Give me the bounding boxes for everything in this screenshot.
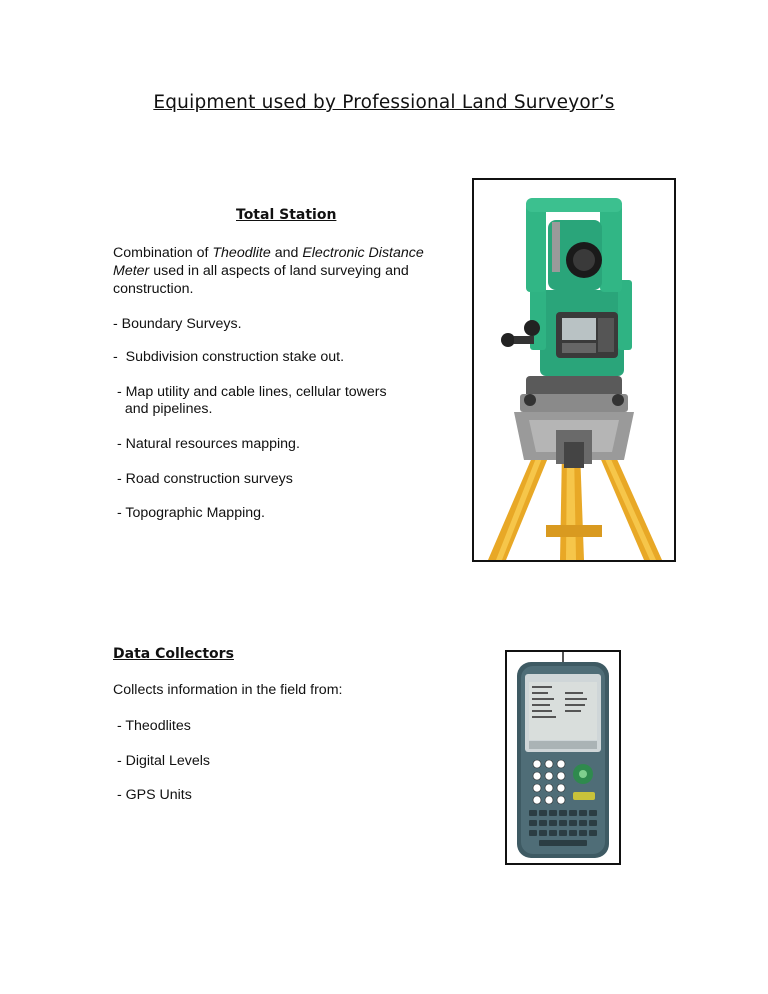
data-collector-image <box>505 650 621 865</box>
data-collectors-heading: Data Collectors <box>113 646 234 662</box>
total-station-image <box>472 178 676 562</box>
desc-text: and <box>270 245 303 261</box>
total-station-heading: Total Station <box>236 207 337 223</box>
page-title: Equipment used by Professional Land Surveyor’s <box>153 92 615 113</box>
bullet-item: - Subdivision construction stake out. <box>113 349 345 365</box>
desc-text: construction. <box>113 281 194 297</box>
bullet-item: - GPS Units <box>113 787 192 803</box>
bullet-item: - Topographic Mapping. <box>113 505 265 521</box>
data-collector-illustration <box>507 652 619 863</box>
bullet-item: - Road construction surveys <box>113 471 293 487</box>
desc-edm: Meter <box>113 263 150 279</box>
desc-theodolite: Theodlite <box>212 245 271 261</box>
desc-text: used in all aspects of land surveying and <box>149 263 409 279</box>
bullet-item: - Map utility and cable lines, cellular towers <box>113 384 387 400</box>
bullet-item: and pipelines. <box>113 401 213 417</box>
bullet-item: - Boundary Surveys. <box>113 316 242 332</box>
total-station-description <box>113 244 458 298</box>
bullet-item: - Digital Levels <box>113 753 210 769</box>
bullet-item: - Theodlites <box>113 718 191 734</box>
desc-edm: Electronic Distance <box>302 245 424 261</box>
data-collectors-intro: Collects information in the field from: <box>113 682 343 698</box>
bullet-item: - Natural resources mapping. <box>113 436 300 452</box>
total-station-illustration <box>474 180 674 560</box>
desc-text: Combination of <box>113 245 213 261</box>
